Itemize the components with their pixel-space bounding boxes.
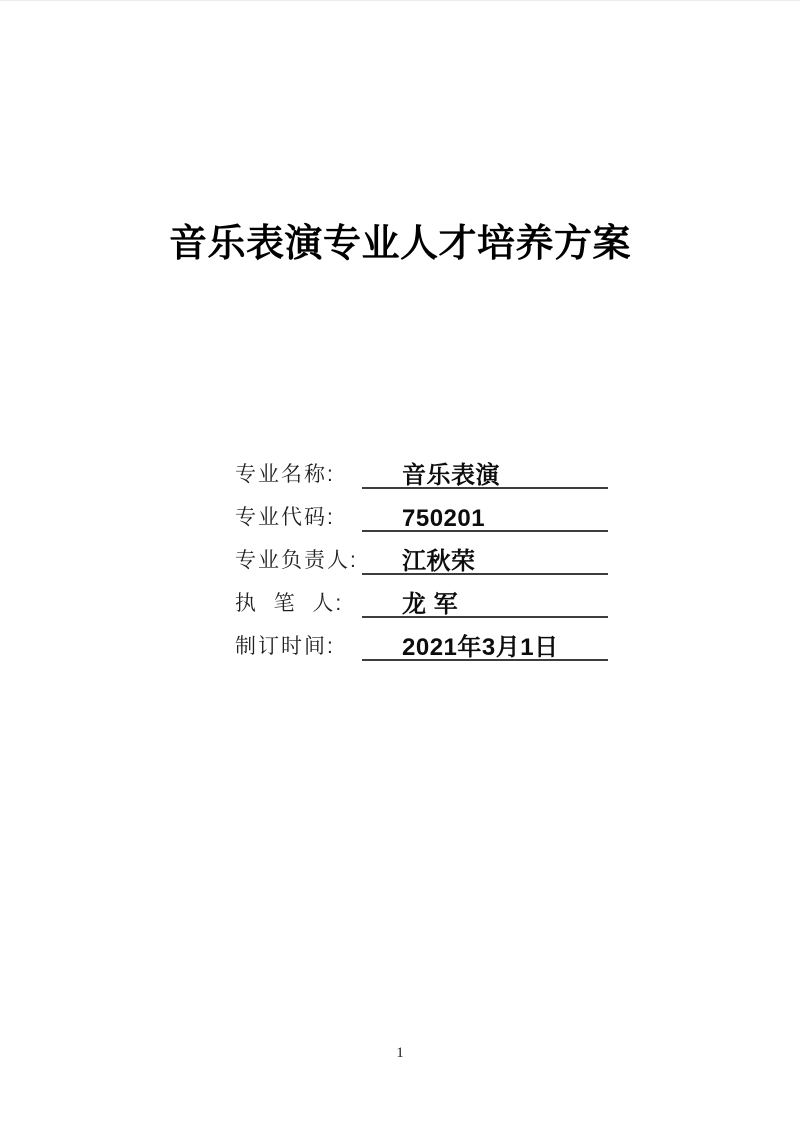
field-value-major-name: 音乐表演 <box>402 461 500 489</box>
document-title: 音乐表演专业人才培养方案 <box>168 223 631 265</box>
field-value-writer: 龙 军 <box>402 590 459 618</box>
form-field-row-date <box>235 618 608 661</box>
field-value-major-leader: 江秋荣 <box>402 547 476 575</box>
field-label-major-code: 专业代码: <box>235 505 335 529</box>
field-label-major-leader: 专业负责人: <box>235 548 358 572</box>
form-field-row-major-code <box>235 489 608 532</box>
form-field-row-major-name <box>235 446 608 489</box>
page-top-edge <box>0 0 800 1</box>
cover-form <box>235 446 608 661</box>
form-field-row-writer <box>235 575 608 618</box>
page-footer <box>0 1044 800 1062</box>
field-label-major-name: 专业名称: <box>235 462 335 486</box>
field-underline <box>362 500 608 532</box>
field-underline <box>362 629 608 661</box>
page-number: 1 <box>396 1045 404 1061</box>
field-value-major-code: 750201 <box>402 504 486 532</box>
form-field-row-major-leader <box>235 532 608 575</box>
field-underline <box>362 543 608 575</box>
field-label-date: 制订时间: <box>235 634 335 658</box>
field-value-date: 2021年3月1日 <box>402 633 559 661</box>
field-underline <box>362 457 608 489</box>
field-underline <box>362 586 608 618</box>
field-label-writer: 执 笔 人: <box>235 591 344 615</box>
